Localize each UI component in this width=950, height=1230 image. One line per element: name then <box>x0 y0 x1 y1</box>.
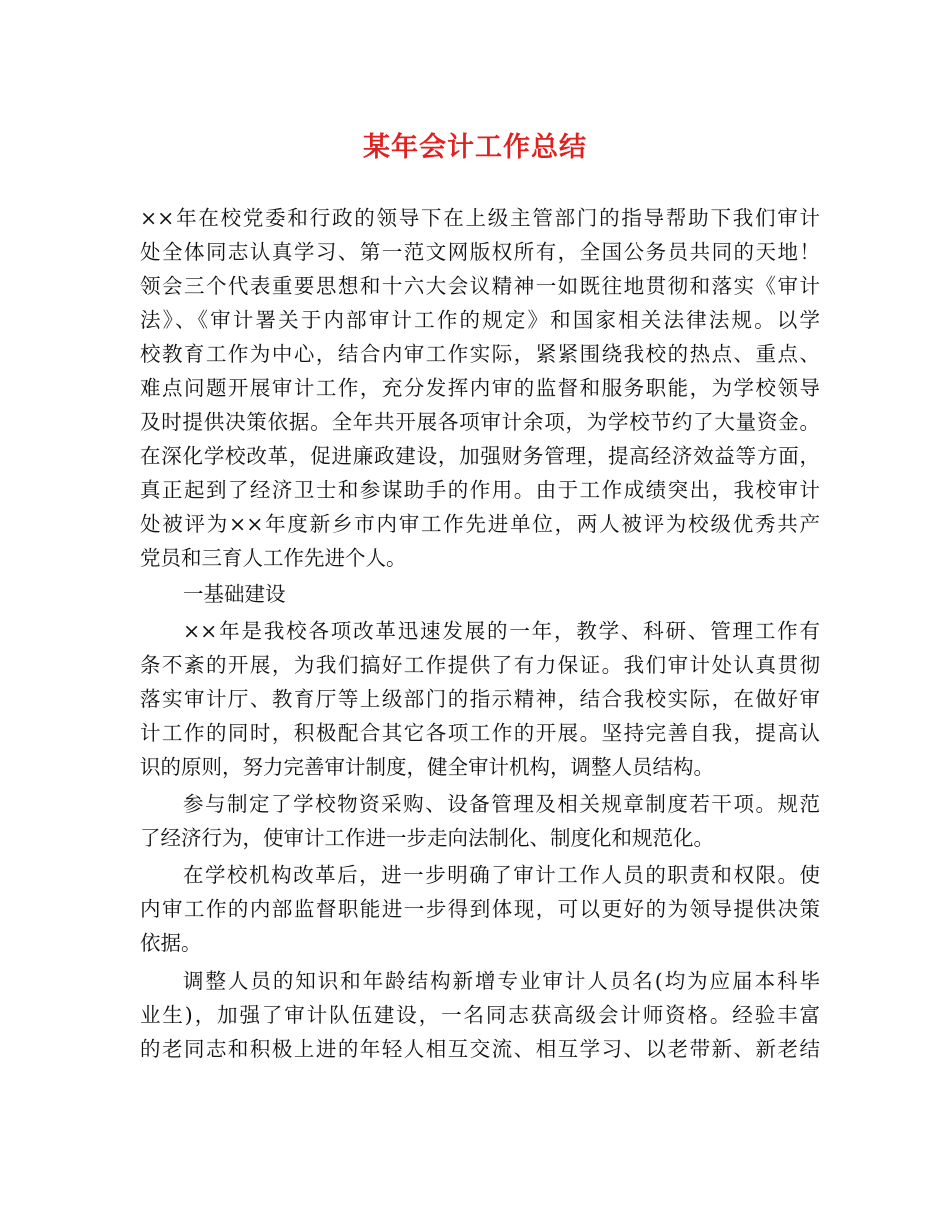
body-line: 的老同志和积极上进的年轻人相互交流、相互学习、以老带新、新老结 <box>140 1037 820 1061</box>
body-line: 调整人员的知识和年龄结构新增专业审计人员名(均为应届本科毕 <box>183 969 820 993</box>
body-line: ××年是我校各项改革迅速发展的一年，教学、科研、管理工作有 <box>183 619 820 643</box>
body-line: 处被评为××年度新乡市内审工作先进单位，两人被评为校级优秀共产 <box>140 512 820 536</box>
body-line: 识的原则，努力完善审计制度，健全审计机构，调整人员结构。 <box>140 755 714 779</box>
body-line: 参与制定了学校物资采购、设备管理及相关规章制度若干项。规范 <box>183 792 820 816</box>
body-line: 在学校机构改革后，进一步明确了审计工作人员的职责和权限。使 <box>183 863 820 887</box>
body-line: 了经济行为，使审计工作进一步走向法制化、制度化和规范化。 <box>140 826 714 850</box>
body-line: ××年在校党委和行政的领导下在上级主管部门的指导帮助下我们审计 <box>140 206 820 230</box>
body-line: 条不紊的开展，为我们搞好工作提供了有力保证。我们审计处认真贯彻 <box>140 653 820 677</box>
body-line: 落实审计厅、教育厅等上级部门的指示精神，结合我校实际，在做好审 <box>140 687 820 711</box>
body-line: 在深化学校改革，促进廉政建设，加强财务管理，提高经济效益等方面， <box>140 444 820 468</box>
body-line: 计工作的同时，积极配合其它各项工作的开展。坚持完善自我，提高认 <box>140 721 820 745</box>
body-line: 法》、《审计署关于内部审计工作的规定》和国家相关法律法规。以学 <box>140 308 820 332</box>
section-heading: 一基础建设 <box>183 582 286 606</box>
body-line: 校教育工作为中心，结合内审工作实际，紧紧围绕我校的热点、重点、 <box>140 342 820 366</box>
body-line: 难点问题开展审计工作，充分发挥内审的监督和服务职能，为学校领导 <box>140 376 820 400</box>
body-line: 党员和三育人工作先进个人。 <box>140 546 407 570</box>
body-line: 真正起到了经济卫士和参谋助手的作用。由于工作成绩突出，我校审计 <box>140 478 820 502</box>
body-line: 业生)，加强了审计队伍建设，一名同志获高级会计师资格。经验丰富 <box>140 1003 820 1027</box>
body-line: 内审工作的内部监督职能进一步得到体现，可以更好的为领导提供决策 <box>140 897 820 921</box>
body-line: 及时提供决策依据。全年共开展各项审计余项，为学校节约了大量资金。 <box>140 410 820 434</box>
body-line: 依据。 <box>140 931 202 955</box>
body-line: 处全体同志认真学习、第一范文网版权所有，全国公务员共同的天地！ <box>140 240 820 264</box>
body-line: 领会三个代表重要思想和十六大会议精神一如既往地贯彻和落实《审计 <box>140 274 820 298</box>
document-title: 某年会计工作总结 <box>363 132 587 163</box>
